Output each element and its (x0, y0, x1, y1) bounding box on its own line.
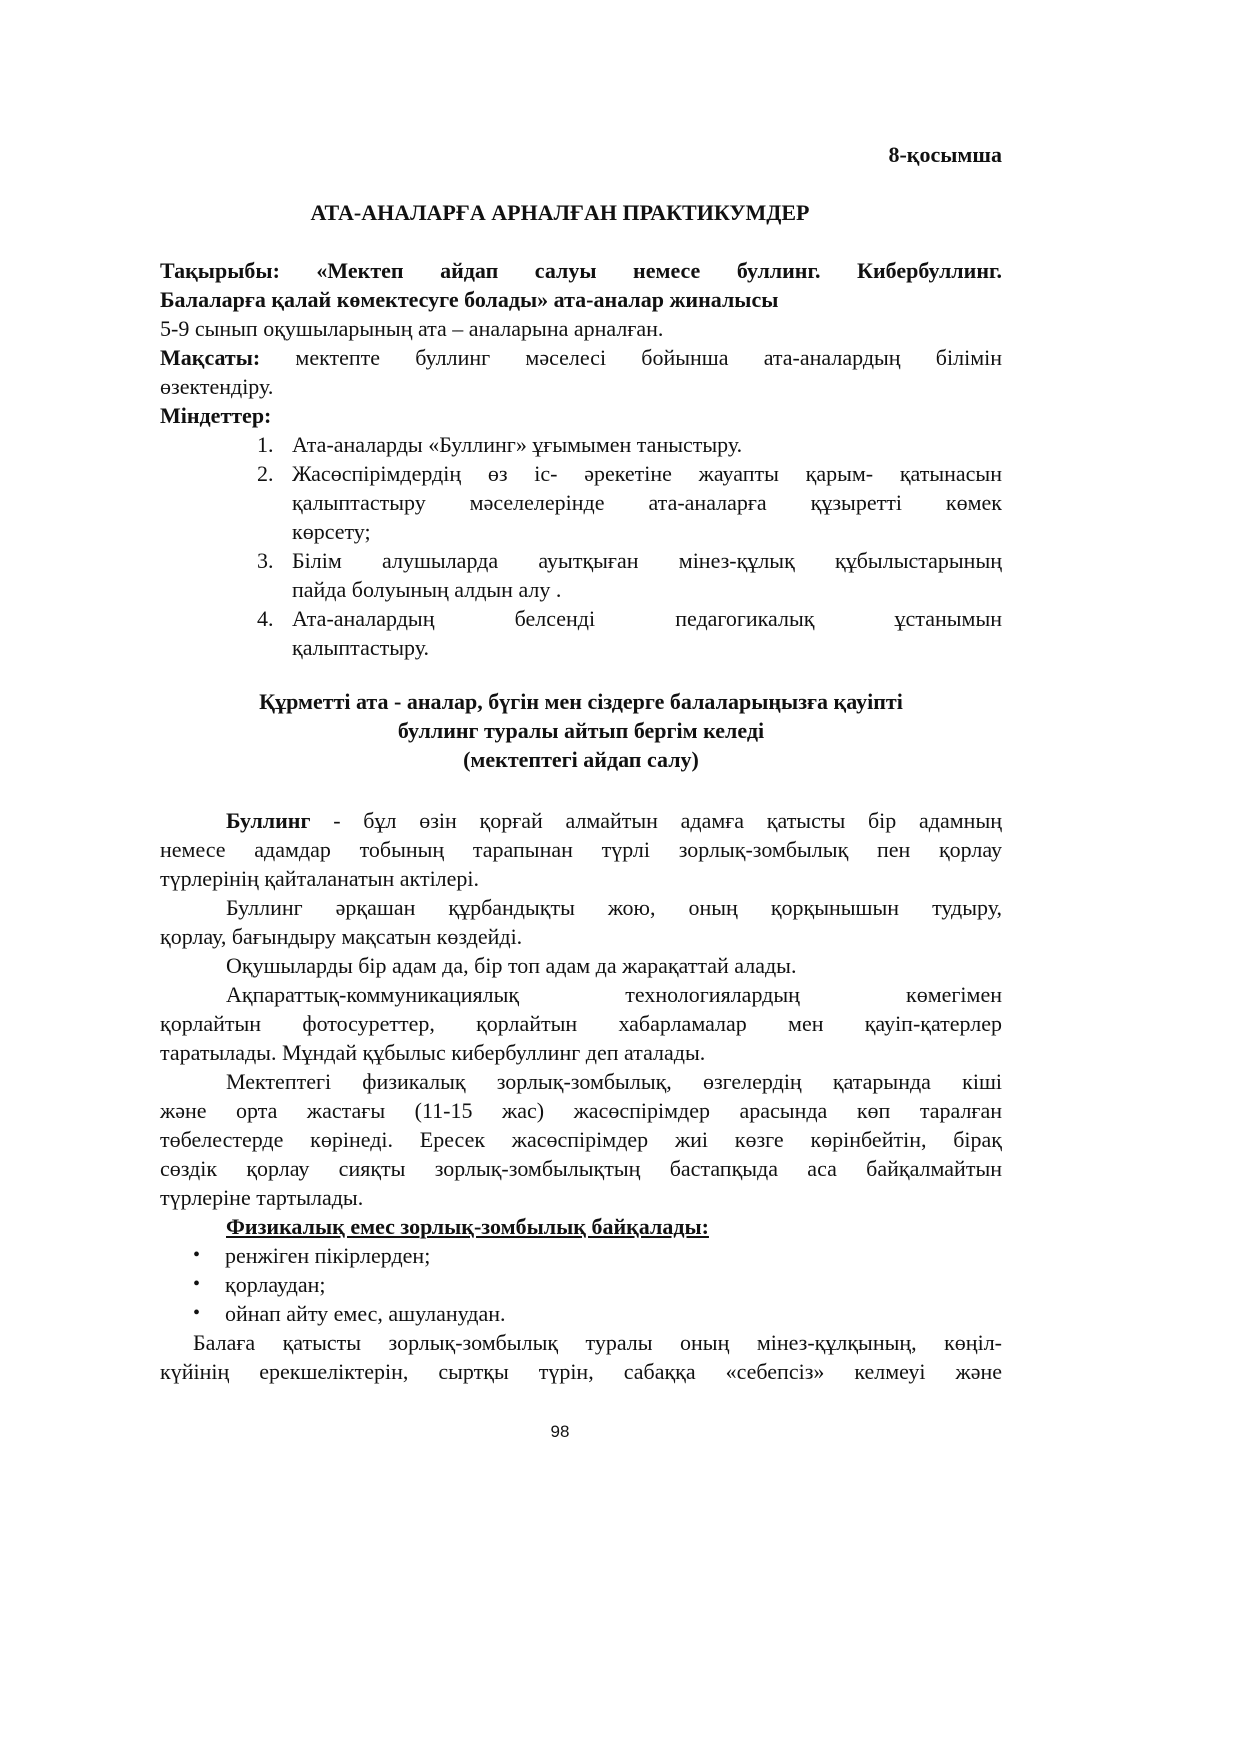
bullet-text: қорлаудан; (225, 1272, 326, 1297)
p2-line-1: Буллинг әрқашан құрбандықты жою, оның қорқынышын тудыру, (226, 895, 1002, 920)
page-title: АТА-АНАЛАРҒА АРНАЛҒАН ПРАКТИКУМДЕР (310, 200, 810, 225)
goal-label: Мақсаты: (160, 345, 261, 370)
task-number: 3. (257, 548, 274, 573)
topic-label: Тақырыбы: (160, 258, 280, 283)
bullying-term: Буллинг (226, 808, 311, 833)
page-number: 98 (550, 1422, 570, 1441)
audience-text: 5-9 сынып оқушыларының ата – аналарына арналған. (160, 316, 664, 341)
p1-line-1 (160, 806, 1002, 835)
p5-line-2: және орта жастағы (11-15 жас) жасөспірімдер арасында көп таралған (160, 1098, 1002, 1123)
bullet-item-1 (193, 1241, 893, 1270)
address-line-1: Құрметті ата - аналар, бүгін мен сіздерге балаларыңызға қауіпті (259, 689, 903, 714)
task-item-2 (257, 459, 1002, 546)
p5-line-5: түрлеріне тартылады. (160, 1185, 364, 1210)
appendix-label: 8-қосымша (888, 142, 1002, 167)
p4-line-1: Ақпараттық-коммуникациялық технологиялардың көмегімен (226, 982, 1002, 1007)
task-item-3 (257, 546, 1002, 604)
task-text: пайда болуының алдын алу . (292, 577, 562, 602)
p1-line-3: түрлерінің қайталанатын актілері. (160, 866, 480, 891)
address-line-3: (мектептегі айдап салу) (463, 747, 699, 772)
tasks-label: Міндеттер: (160, 403, 272, 428)
topic-line-1 (160, 256, 1002, 285)
task-text: Жасөспірімдердің өз іс- әрекетіне жауапты қарым- қатынасын (292, 461, 1002, 486)
bullet-item-2 (193, 1270, 893, 1299)
task-text: Білім алушыларда ауытқыған мінез-құлық құбылыстарының (292, 548, 1002, 573)
bullet-item-3 (193, 1299, 893, 1328)
task-text: қалыптастыру мәселелерінде ата-аналарға құзыретті көмек (292, 490, 1002, 515)
goal-line-1 (160, 343, 1002, 372)
p5-line-3: төбелестерде көрінеді. Ересек жасөспірімдер жиі көзге көрінбейтін, бірақ (160, 1127, 1002, 1152)
task-text: Ата-аналардың белсенді педагогикалық ұстанымын (292, 606, 1002, 631)
task-text: қалыптастыру. (292, 635, 429, 660)
p6-line-1 (160, 1328, 1002, 1357)
goal-text-1: мектепте буллинг мәселесі бойынша ата-аналардың білімін (260, 345, 1002, 370)
bullet-text: ойнап айту емес, ашуланудан. (225, 1301, 506, 1326)
p2-line-2: қорлау, бағындыру мақсатын көздейді. (160, 924, 523, 949)
task-item-1 (257, 430, 1002, 459)
p4-line-3: таратылады. Мұндай құбылыс кибербуллинг деп аталады. (160, 1040, 706, 1065)
p4-line-2: қорлайтын фотосуреттер, қорлайтын хабарламалар мен қауіп-қатерлер (160, 1011, 1002, 1036)
bullet-icon: • (193, 1273, 201, 1295)
topic-line-2: Балаларға қалай көмектесуге болады» ата-аналар жиналысы (160, 287, 779, 312)
goal-line-2: өзектендіру. (160, 374, 274, 399)
task-text: Ата-аналарды «Буллинг» ұғымымен таныстыру. (292, 432, 743, 457)
bullet-icon: • (193, 1302, 201, 1324)
task-item-4 (257, 604, 1002, 662)
p5-line-1: Мектептегі физикалық зорлық-зомбылық, өзгелердің қатарында кіші (226, 1069, 1002, 1094)
address-line-2: буллинг туралы айтып бергім келеді (397, 718, 765, 743)
bullet-icon: • (193, 1244, 201, 1266)
p1-line-2: немесе адамдар тобының тарапынан түрлі зорлық-зомбылық пен қорлау (160, 837, 1002, 862)
p1-text-1: - бұл өзін қорғай алмайтын адамға қатысты бір адамның (310, 808, 1002, 833)
task-number: 2. (257, 461, 274, 486)
task-number: 1. (257, 432, 274, 457)
p5-line-4: сөздік қорлау сияқты зорлық-зомбылықтың бастапқыда аса байқалмайтын (160, 1156, 1002, 1181)
p3-line-1: Оқушыларды бір адам да, бір топ адам да жарақаттай алады. (226, 953, 797, 978)
nonphysical-heading-text: Физикалық емес зорлық-зомбылық байқалады: (226, 1214, 709, 1239)
p6-line-2: күйінің ерекшеліктерін, сыртқы түрін, сабаққа «себепсіз» келмеуі және (160, 1359, 1002, 1384)
task-text: көрсету; (292, 519, 371, 544)
bullet-text: ренжіген пікірлерден; (225, 1243, 431, 1268)
topic-text-1: «Мектеп айдап салуы немесе буллинг. Кибербуллинг. (316, 258, 1003, 283)
p6-text-1: Балаға қатысты зорлық-зомбылық туралы оның мінез-құлқының, көңіл- (193, 1330, 1002, 1355)
nonphysical-heading (160, 1212, 1002, 1241)
task-number: 4. (257, 606, 274, 631)
